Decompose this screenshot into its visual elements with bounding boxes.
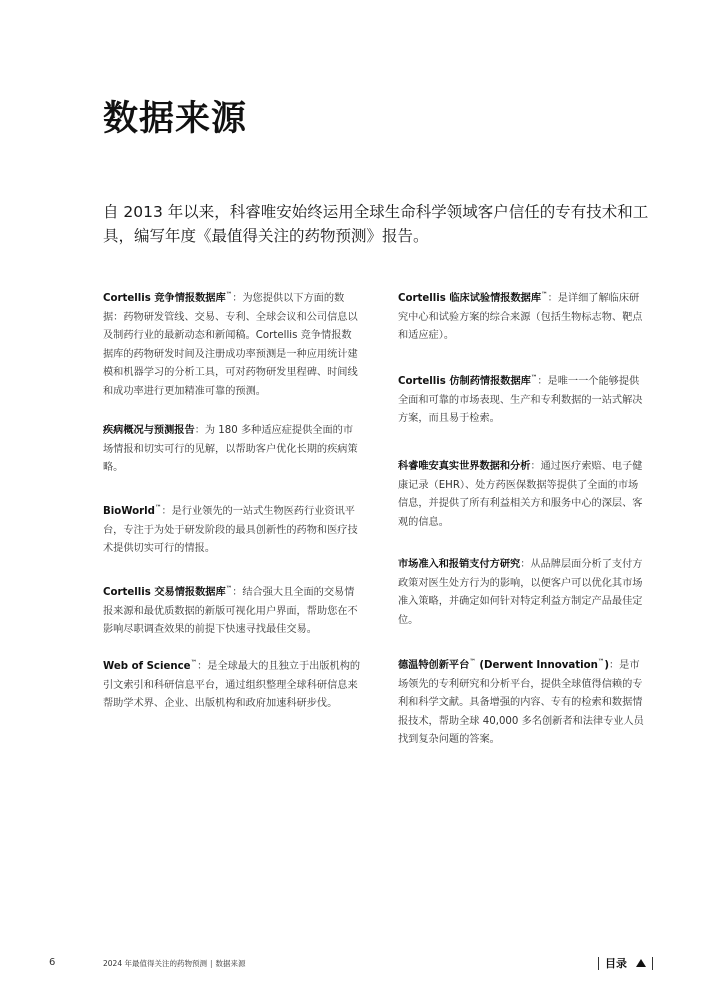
arrow-up-icon[interactable] <box>636 959 646 967</box>
source-name: Cortellis 竞争情报数据库 <box>103 293 226 304</box>
source-description: ：从品牌层面分析了支付方政策对医生处方行为的影响，以便客户可以优化其市场准入策略，并确定如何针对特定利益方制定产品最佳定位。 <box>398 559 643 626</box>
trademark-mark: ™ <box>154 503 162 512</box>
source-name: 疾病概况与预测报告 <box>103 425 195 436</box>
source-entry <box>103 503 361 559</box>
trademark-mark: ™ <box>530 373 538 382</box>
source-name: Cortellis 临床试验情报数据库 <box>398 293 542 304</box>
source-name: BioWorld <box>103 506 155 517</box>
source-entry <box>398 458 648 532</box>
source-name-english: (Derwent Innovation <box>475 660 598 671</box>
section-name: 数据来源 <box>215 959 246 968</box>
trademark-mark: ™ <box>225 584 233 593</box>
page-number: 6 <box>49 957 56 968</box>
trademark-mark: ™ <box>225 290 233 299</box>
source-name: 市场准入和报销支付方研究 <box>398 559 521 570</box>
source-description: ：为您提供以下方面的数据：药物研发管线、交易、专利、全球会议和公司信息以及制药行业的最新动态和新闻稿。Cortellis 竞争情报数据库的药物研发时间及注册成功率预测是一种应用统计建模和机器学习的分析工具，可对药物研发里程碑、时间线和成功率进行更加精准可靠的预测。 <box>103 293 358 397</box>
trademark-mark: ™ <box>541 290 548 299</box>
source-description: ：通过医疗索赔、电子健康记录（EHR）、处方药医保数据等提供了全面的市场信息，并提供了所有利益相关方和服务中心的深层、客观的信息。 <box>398 461 643 528</box>
source-name: 德温特创新平台 <box>398 660 470 671</box>
page-title: 数据来源 <box>103 99 248 139</box>
source-entry <box>398 657 648 750</box>
toc-link[interactable] <box>592 954 659 972</box>
source-description: ：为 180 多种适应症提供全面的市场情报和切实可行的见解，以帮助客户优化长期的疾病策略。 <box>103 425 358 473</box>
source-name: Cortellis 交易情报数据库 <box>103 587 226 598</box>
source-name-close: ) <box>604 660 609 671</box>
source-description: ：是行业领先的一站式生物医药行业资讯平台，专注于为处于研发阶段的最具创新性的药物和医疗技术提供切实可行的情报。 <box>103 506 358 554</box>
source-name: Cortellis 仿制药情报数据库 <box>398 376 531 387</box>
source-entry <box>103 584 361 640</box>
source-name: Web of Science <box>103 661 191 672</box>
trademark-mark: ™ <box>469 657 476 666</box>
trademark-mark: ™ <box>597 657 605 666</box>
source-description: ：结合强大且全面的交易情报来源和最优质数据的新版可视化用户界面，帮助您在不影响尽职调查效果的前提下快速寻找最佳交易。 <box>103 587 358 635</box>
report-title: 2024 年最值得关注的药物预测 <box>103 959 207 968</box>
source-description: ：是全球最大的且独立于出版机构的引文索引和科研信息平台，通过组织整理全球科研信息来帮助学术界、企业、出版机构和政府加速科研步伐。 <box>103 661 361 709</box>
source-entry <box>398 556 648 630</box>
source-description: ：是详细了解临床研究中心和试验方案的综合来源（包括生物标志物、靶点和适应症）。 <box>398 293 643 341</box>
source-entry <box>103 422 361 478</box>
footer-separator: | <box>209 959 213 968</box>
source-entry <box>398 290 648 346</box>
source-entry <box>103 658 361 714</box>
trademark-mark: ™ <box>190 658 198 667</box>
toc-label[interactable]: 目录 <box>605 957 627 970</box>
source-entry <box>103 290 361 401</box>
footer-breadcrumb <box>103 958 246 969</box>
source-description: ：是市场领先的专利研究和分析平台，提供全球值得信赖的专利和科学文献。具备增强的内容、专有的检索和数据情报技术，帮助全球 40,000 多名创新者和法律专业人员找到复杂问题的答案。 <box>398 660 644 745</box>
divider <box>652 957 653 970</box>
intro-paragraph: 自 2013 年以来，科睿唯安始终运用全球生命科学领域客户信任的专有技术和工具，编写年度《最值得关注的药物预测》报告。 <box>103 203 649 245</box>
source-entry <box>398 373 648 429</box>
divider <box>598 957 599 970</box>
source-name: 科睿唯安真实世界数据和分析 <box>398 461 531 472</box>
source-description: ：是唯一一个能够提供全面和可靠的市场表现、生产和专利数据的一站式解决方案，而且易于检索。 <box>398 376 643 424</box>
page-footer <box>0 954 710 974</box>
